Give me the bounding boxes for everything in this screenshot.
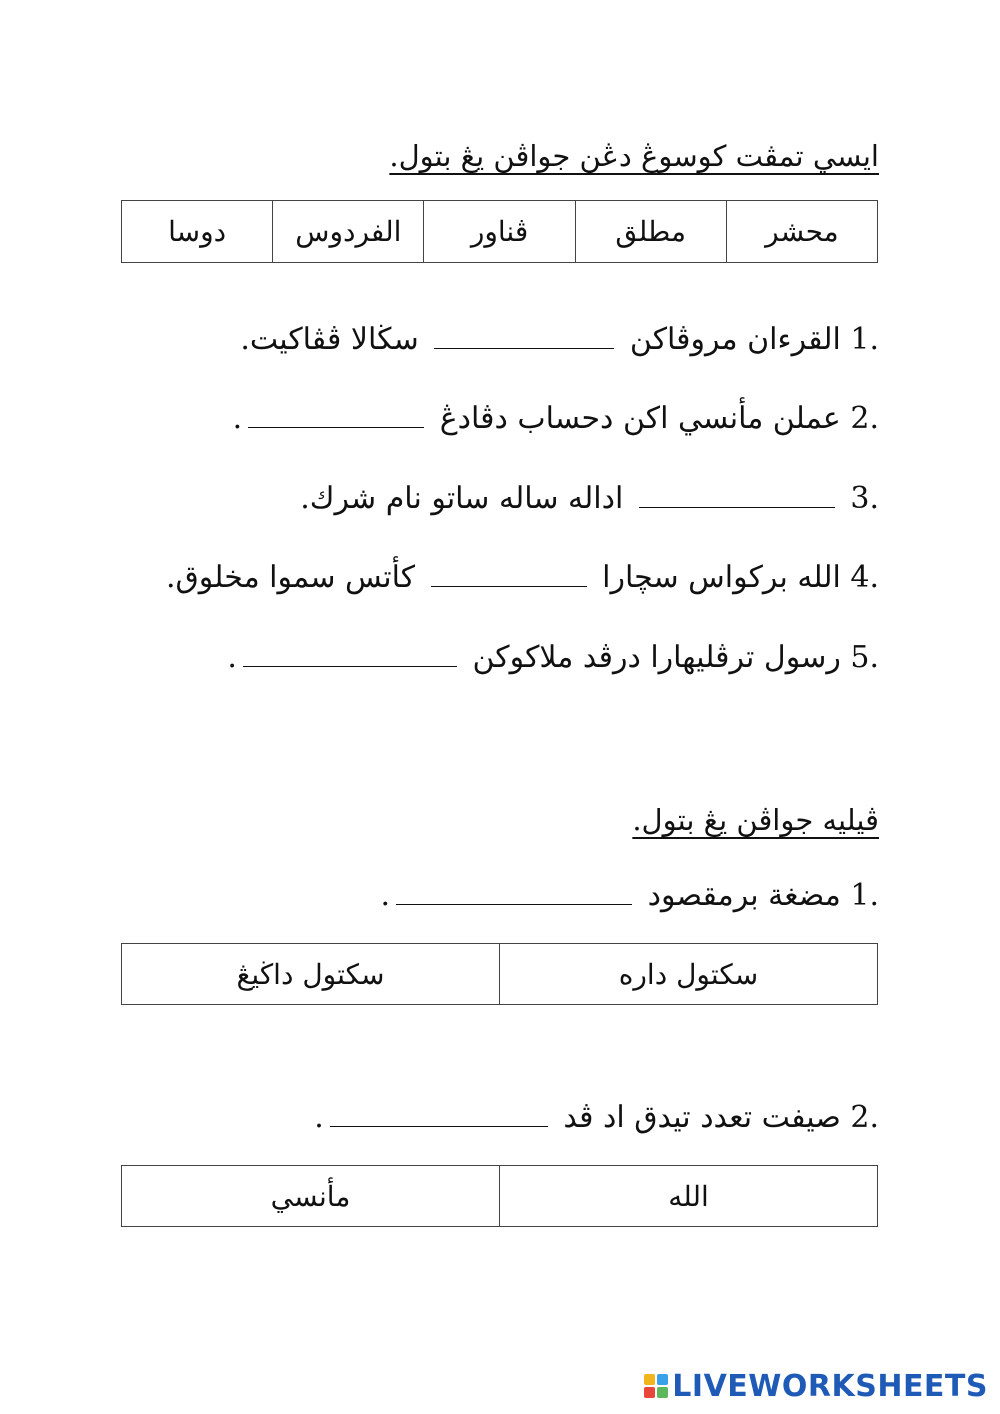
mcq-options-2 bbox=[121, 1165, 878, 1227]
question-number: 2. bbox=[850, 1100, 879, 1135]
question-text: القرءان مروڤاكن bbox=[629, 322, 841, 357]
question-text: عملن مأنسي اكن دحساب دڤادڠ bbox=[439, 401, 841, 436]
word-bank-item[interactable]: ڤناور bbox=[424, 201, 575, 263]
question-4 bbox=[166, 556, 879, 600]
logo-tiles-icon bbox=[644, 1374, 668, 1398]
answer-blank[interactable] bbox=[243, 636, 457, 667]
question-number: 1. bbox=[850, 322, 879, 357]
word-bank-item[interactable]: محشر bbox=[726, 201, 877, 263]
question-2 bbox=[233, 397, 879, 441]
question-text-after: . bbox=[314, 1100, 324, 1135]
logo-tile bbox=[657, 1374, 668, 1385]
option-button[interactable]: سكتول داڬيڠ bbox=[122, 944, 500, 1005]
question-number: 5. bbox=[850, 640, 879, 675]
word-bank-table bbox=[121, 200, 878, 263]
question-number: 2. bbox=[850, 401, 879, 436]
question-text-after: اداله ساله ساتو نام شرك. bbox=[300, 481, 624, 516]
option-button[interactable]: مأنسي bbox=[122, 1166, 500, 1227]
question-text-after: كأتس سموا مخلوق. bbox=[165, 560, 416, 595]
question-text: رسول ترڤليهارا درڤد ملاكوكن bbox=[472, 640, 841, 675]
answer-blank[interactable] bbox=[396, 874, 632, 905]
answer-blank[interactable] bbox=[639, 477, 835, 508]
word-bank-item[interactable]: مطلق bbox=[575, 201, 726, 263]
question-number: 4. bbox=[850, 560, 879, 595]
word-bank-item[interactable]: الفردوس bbox=[273, 201, 424, 263]
option-button[interactable]: سكتول داره bbox=[500, 944, 878, 1005]
logo-tile bbox=[644, 1374, 655, 1385]
answer-blank[interactable] bbox=[434, 318, 614, 349]
question-text: الله بركواس سچارا bbox=[602, 560, 841, 595]
question-text-after: . bbox=[232, 401, 243, 436]
logo-tile bbox=[644, 1387, 655, 1398]
question-text-after: سڬالا ڤڤاكيت. bbox=[240, 322, 419, 357]
question-number: 3. bbox=[850, 481, 879, 516]
section1-heading: ايسي تمڤت كوسوڠ دڠن جواڤن يڠ بتول. bbox=[389, 139, 879, 173]
logo-tile bbox=[657, 1387, 668, 1398]
mcq-question-1 bbox=[381, 874, 879, 918]
mcq-options-1 bbox=[121, 943, 878, 1005]
question-text-after: . bbox=[380, 878, 391, 913]
option-button[interactable]: الله bbox=[500, 1166, 878, 1227]
question-1 bbox=[240, 318, 879, 362]
answer-blank[interactable] bbox=[248, 397, 424, 428]
question-3 bbox=[300, 477, 879, 521]
answer-blank[interactable] bbox=[330, 1096, 548, 1127]
liveworksheets-logo bbox=[644, 1366, 988, 1406]
question-number: 1. bbox=[850, 878, 879, 913]
answer-blank[interactable] bbox=[431, 556, 587, 587]
logo-text: LIVEWORKSHEETS bbox=[672, 1368, 988, 1404]
question-text-after: . bbox=[227, 640, 237, 675]
mcq-question-2 bbox=[314, 1096, 879, 1140]
question-5 bbox=[227, 636, 879, 680]
word-bank-item[interactable]: دوسا bbox=[122, 201, 273, 263]
section2-heading: ڤيليه جواڤن يڠ بتول. bbox=[632, 803, 879, 837]
question-text: صيفت تعدد تيدق اد ڤد bbox=[563, 1100, 841, 1135]
question-text: مضغة برمقصود bbox=[647, 878, 841, 913]
